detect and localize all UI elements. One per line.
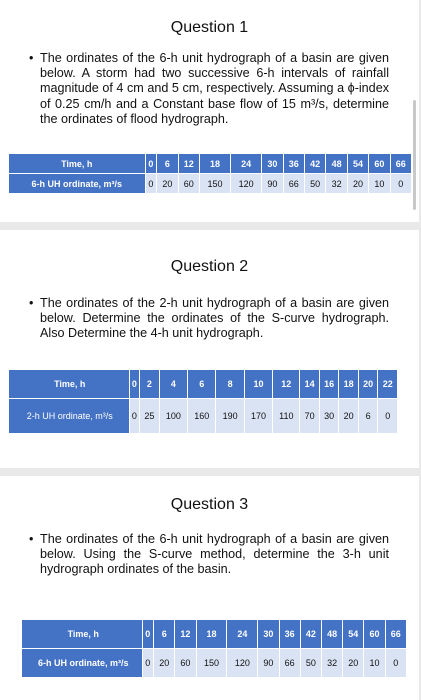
time-cell: 6 xyxy=(188,370,216,399)
ordinate-cell: 190 xyxy=(216,399,244,434)
ordinate-cell: 120 xyxy=(227,649,258,678)
time-cell: 54 xyxy=(343,620,364,649)
ordinate-cell: 60 xyxy=(175,649,196,678)
ordinate-cell: 66 xyxy=(279,649,300,678)
time-cell: 24 xyxy=(227,620,258,649)
ordinate-cell: 20 xyxy=(347,174,368,194)
time-cell: 42 xyxy=(300,620,321,649)
question-1-title: Question 1 xyxy=(170,19,249,36)
ordinate-cell: 100 xyxy=(159,399,187,434)
ordinate-cell: 0 xyxy=(378,399,398,434)
time-cell: 66 xyxy=(390,154,411,174)
ordinate-cell: 110 xyxy=(273,399,300,434)
question-3-text xyxy=(29,532,389,578)
bullet-icon: • xyxy=(29,532,34,546)
time-cell: 14 xyxy=(300,370,320,399)
time-cell: 4 xyxy=(159,370,187,399)
ordinate-cell: 20 xyxy=(343,649,364,678)
time-cell: 42 xyxy=(304,154,325,174)
table-question-2 xyxy=(9,370,398,433)
table-header-ordinate: 2-h UH ordinate, m³/s xyxy=(9,399,129,434)
time-cell: 48 xyxy=(326,154,347,174)
time-cell: 36 xyxy=(283,154,304,174)
question-2-title: Question 2 xyxy=(170,258,249,275)
table-question-1 xyxy=(9,154,412,193)
time-cell: 48 xyxy=(321,620,342,649)
ordinate-cell: 6 xyxy=(358,399,378,434)
table-header-ordinate: 6-h UH ordinate, m³/s xyxy=(22,649,142,678)
time-cell: 16 xyxy=(319,370,339,399)
ordinate-cell: 170 xyxy=(244,399,272,434)
table-header-time: Time, h xyxy=(22,620,142,649)
ordinate-cell: 50 xyxy=(304,174,325,194)
ordinate-cell: 10 xyxy=(364,649,385,678)
ordinate-cell: 20 xyxy=(339,399,359,434)
ordinate-cell: 30 xyxy=(319,399,339,434)
ordinate-cell: 0 xyxy=(385,649,406,678)
scrollbar[interactable] xyxy=(413,100,416,210)
bullet-icon: • xyxy=(29,296,34,310)
ordinate-cell: 25 xyxy=(140,399,160,434)
time-cell: 18 xyxy=(199,154,230,174)
ordinate-cell: 120 xyxy=(231,174,262,194)
table-header-ordinate: 6-h UH ordinate, m³/s xyxy=(9,174,145,194)
ordinate-cell: 32 xyxy=(326,174,347,194)
question-2-text xyxy=(29,296,389,342)
ordinate-cell: 150 xyxy=(199,174,230,194)
time-cell: 30 xyxy=(262,154,283,174)
time-cell: 60 xyxy=(364,620,385,649)
table-header-time: Time, h xyxy=(9,370,129,399)
time-cell: 0 xyxy=(129,370,140,399)
time-cell: 24 xyxy=(231,154,262,174)
ordinate-cell: 0 xyxy=(129,399,140,434)
time-cell: 18 xyxy=(196,620,227,649)
ordinate-cell: 0 xyxy=(142,649,154,678)
ordinate-cell: 66 xyxy=(283,174,304,194)
question-1-text xyxy=(29,51,389,127)
time-cell: 6 xyxy=(154,620,175,649)
time-cell: 8 xyxy=(216,370,244,399)
question-3-body: The ordinates of the 6-h unit hydrograph of a basin are given below. Using the S-curve method, determine the 3-h unit hydrograph ordinates of the basin. xyxy=(40,532,389,577)
ordinate-cell: 32 xyxy=(321,649,342,678)
ordinate-cell: 50 xyxy=(300,649,321,678)
ordinate-cell: 20 xyxy=(154,649,175,678)
question-2-body: The ordinates of the 2-h unit hydrograph of a basin are given below. Determine the ordinates of the S-curve hydrograph. Also Determine the 4-h unit hydrograph. xyxy=(40,296,389,341)
time-cell: 12 xyxy=(178,154,199,174)
time-cell: 0 xyxy=(145,154,157,174)
table-header-time: Time, h xyxy=(9,154,145,174)
time-cell: 22 xyxy=(378,370,398,399)
time-cell: 12 xyxy=(175,620,196,649)
time-cell: 66 xyxy=(385,620,406,649)
time-cell: 30 xyxy=(258,620,279,649)
ordinate-cell: 70 xyxy=(300,399,320,434)
ordinate-cell: 0 xyxy=(145,174,157,194)
time-cell: 12 xyxy=(273,370,300,399)
bullet-icon: • xyxy=(29,51,34,65)
ordinate-cell: 90 xyxy=(262,174,283,194)
time-cell: 36 xyxy=(279,620,300,649)
ordinate-cell: 0 xyxy=(390,174,411,194)
time-cell: 2 xyxy=(140,370,160,399)
time-cell: 10 xyxy=(244,370,272,399)
time-cell: 6 xyxy=(157,154,178,174)
question-3-title: Question 3 xyxy=(170,496,249,513)
time-cell: 54 xyxy=(347,154,368,174)
time-cell: 60 xyxy=(369,154,390,174)
ordinate-cell: 20 xyxy=(157,174,178,194)
time-cell: 0 xyxy=(142,620,154,649)
question-1-body: The ordinates of the 6-h unit hydrograph of a basin are given below. A storm had two successive 6-h intervals of rainfall magnitude of 4 cm and 5 cm, respectively. Assuming a ϕ-index of 0.25 cm/h and a Constant base flow of 15 m³/s, determine the ordinates of flood hydrograph. xyxy=(40,51,389,126)
ordinate-cell: 10 xyxy=(369,174,390,194)
ordinate-cell: 150 xyxy=(196,649,227,678)
time-cell: 18 xyxy=(339,370,359,399)
ordinate-cell: 90 xyxy=(258,649,279,678)
table-question-3 xyxy=(22,620,407,677)
ordinate-cell: 60 xyxy=(178,174,199,194)
time-cell: 20 xyxy=(358,370,378,399)
ordinate-cell: 160 xyxy=(188,399,216,434)
